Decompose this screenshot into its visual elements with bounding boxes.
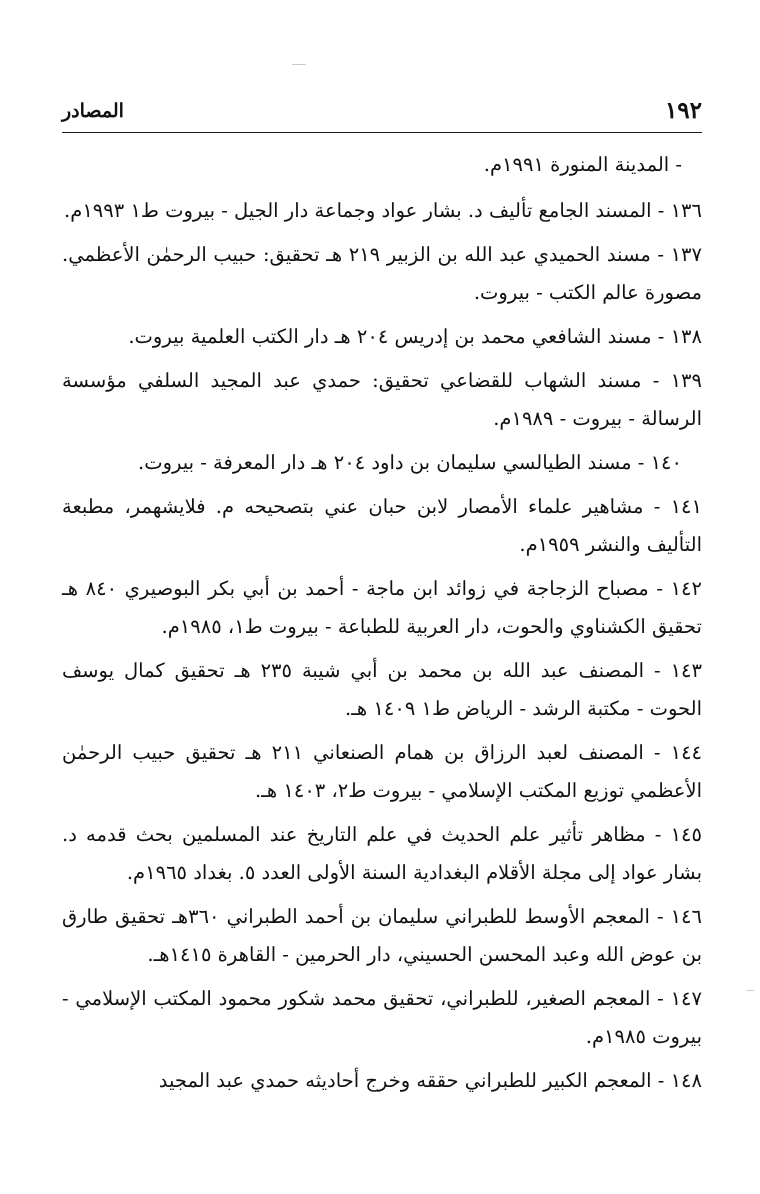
reference-entry: ١٤٢ - مصباح الزجاجة في زوائد ابن ماجة - أحمد بن أبي بكر البوصيري ٨٤٠ هـ تحقيق الكشناوي والحوت، دار العربية للطباعة - بيروت ط١، ١٩٨٥م.	[62, 577, 702, 638]
reference-entry: ١٤٥ - مظاهر تأثير علم الحديث في علم التاريخ عند المسلمين بحث قدمه د. بشار عواد إلى مجلة الأقلام البغدادية السنة الأولى العدد ٥. بغداد ١٩٦٥م.	[62, 823, 702, 884]
page-header	[62, 96, 702, 136]
scan-mark	[746, 990, 754, 991]
reference-entry: ١٤١ - مشاهير علماء الأمصار لابن حبان عني بتصحيحه م. فلايشهمر، مطبعة التأليف والنشر ١٩٥٩م.	[62, 495, 702, 556]
reference-entry: ١٤٦ - المعجم الأوسط للطبراني سليمان بن أحمد الطبراني ٣٦٠هـ تحقيق طارق بن عوض الله وعبد المحسن الحسيني، دار الحرمين - القاهرة ١٤١٥هـ.	[62, 905, 702, 966]
reference-entry: ١٤٧ - المعجم الصغير، للطبراني، تحقيق محمد شكور محمود المكتب الإسلامي - بيروت ١٩٨٥م.	[62, 987, 702, 1048]
running-title: المصادر	[62, 100, 124, 122]
references-list	[62, 146, 702, 1106]
reference-entry: ١٣٨ - مسند الشافعي محمد بن إدريس ٢٠٤ هـ دار الكتب العلمية بيروت.	[128, 325, 702, 348]
header-rule	[62, 132, 702, 133]
scan-mark	[292, 64, 306, 65]
page-number: ١٩٢	[664, 97, 702, 124]
reference-entry: ١٤٠ - مسند الطيالسي سليمان بن داود ٢٠٤ هـ دار المعرفة - بيروت.	[138, 451, 682, 474]
reference-entry: ١٤٤ - المصنف لعبد الرزاق بن همام الصنعاني ٢١١ هـ تحقيق حبيب الرحمٰن الأعظمي توزيع المكتب الإسلامي - بيروت ط٢، ١٤٠٣ هـ.	[62, 741, 703, 802]
reference-entry: ١٤٣ - المصنف عبد الله بن محمد بن أبي شيبة ٢٣٥ هـ تحقيق كمال يوسف الحوت - مكتبة الرشد - الرياض ط١ ١٤٠٩ هـ.	[62, 659, 702, 720]
reference-entry: - المدينة المنورة ١٩٩١م.	[483, 153, 682, 176]
reference-entry: ١٣٦ - المسند الجامع تأليف د. بشار عواد وجماعة دار الجيل - بيروت ط١ ١٩٩٣م.	[64, 199, 702, 222]
reference-entry: ١٤٨ - المعجم الكبير للطبراني حققه وخرج أحاديثه حمدي عبد المجيد	[158, 1069, 702, 1092]
reference-entry: ١٣٧ - مسند الحميدي عبد الله بن الزبير ٢١٩ هـ تحقيق: حبيب الرحمٰن الأعظمي. مصورة عالم الكتب - بيروت.	[62, 243, 702, 304]
reference-entry: ١٣٩ - مسند الشهاب للقضاعي تحقيق: حمدي عبد المجيد السلفي مؤسسة الرسالة - بيروت - ١٩٨٩م.	[62, 369, 702, 430]
